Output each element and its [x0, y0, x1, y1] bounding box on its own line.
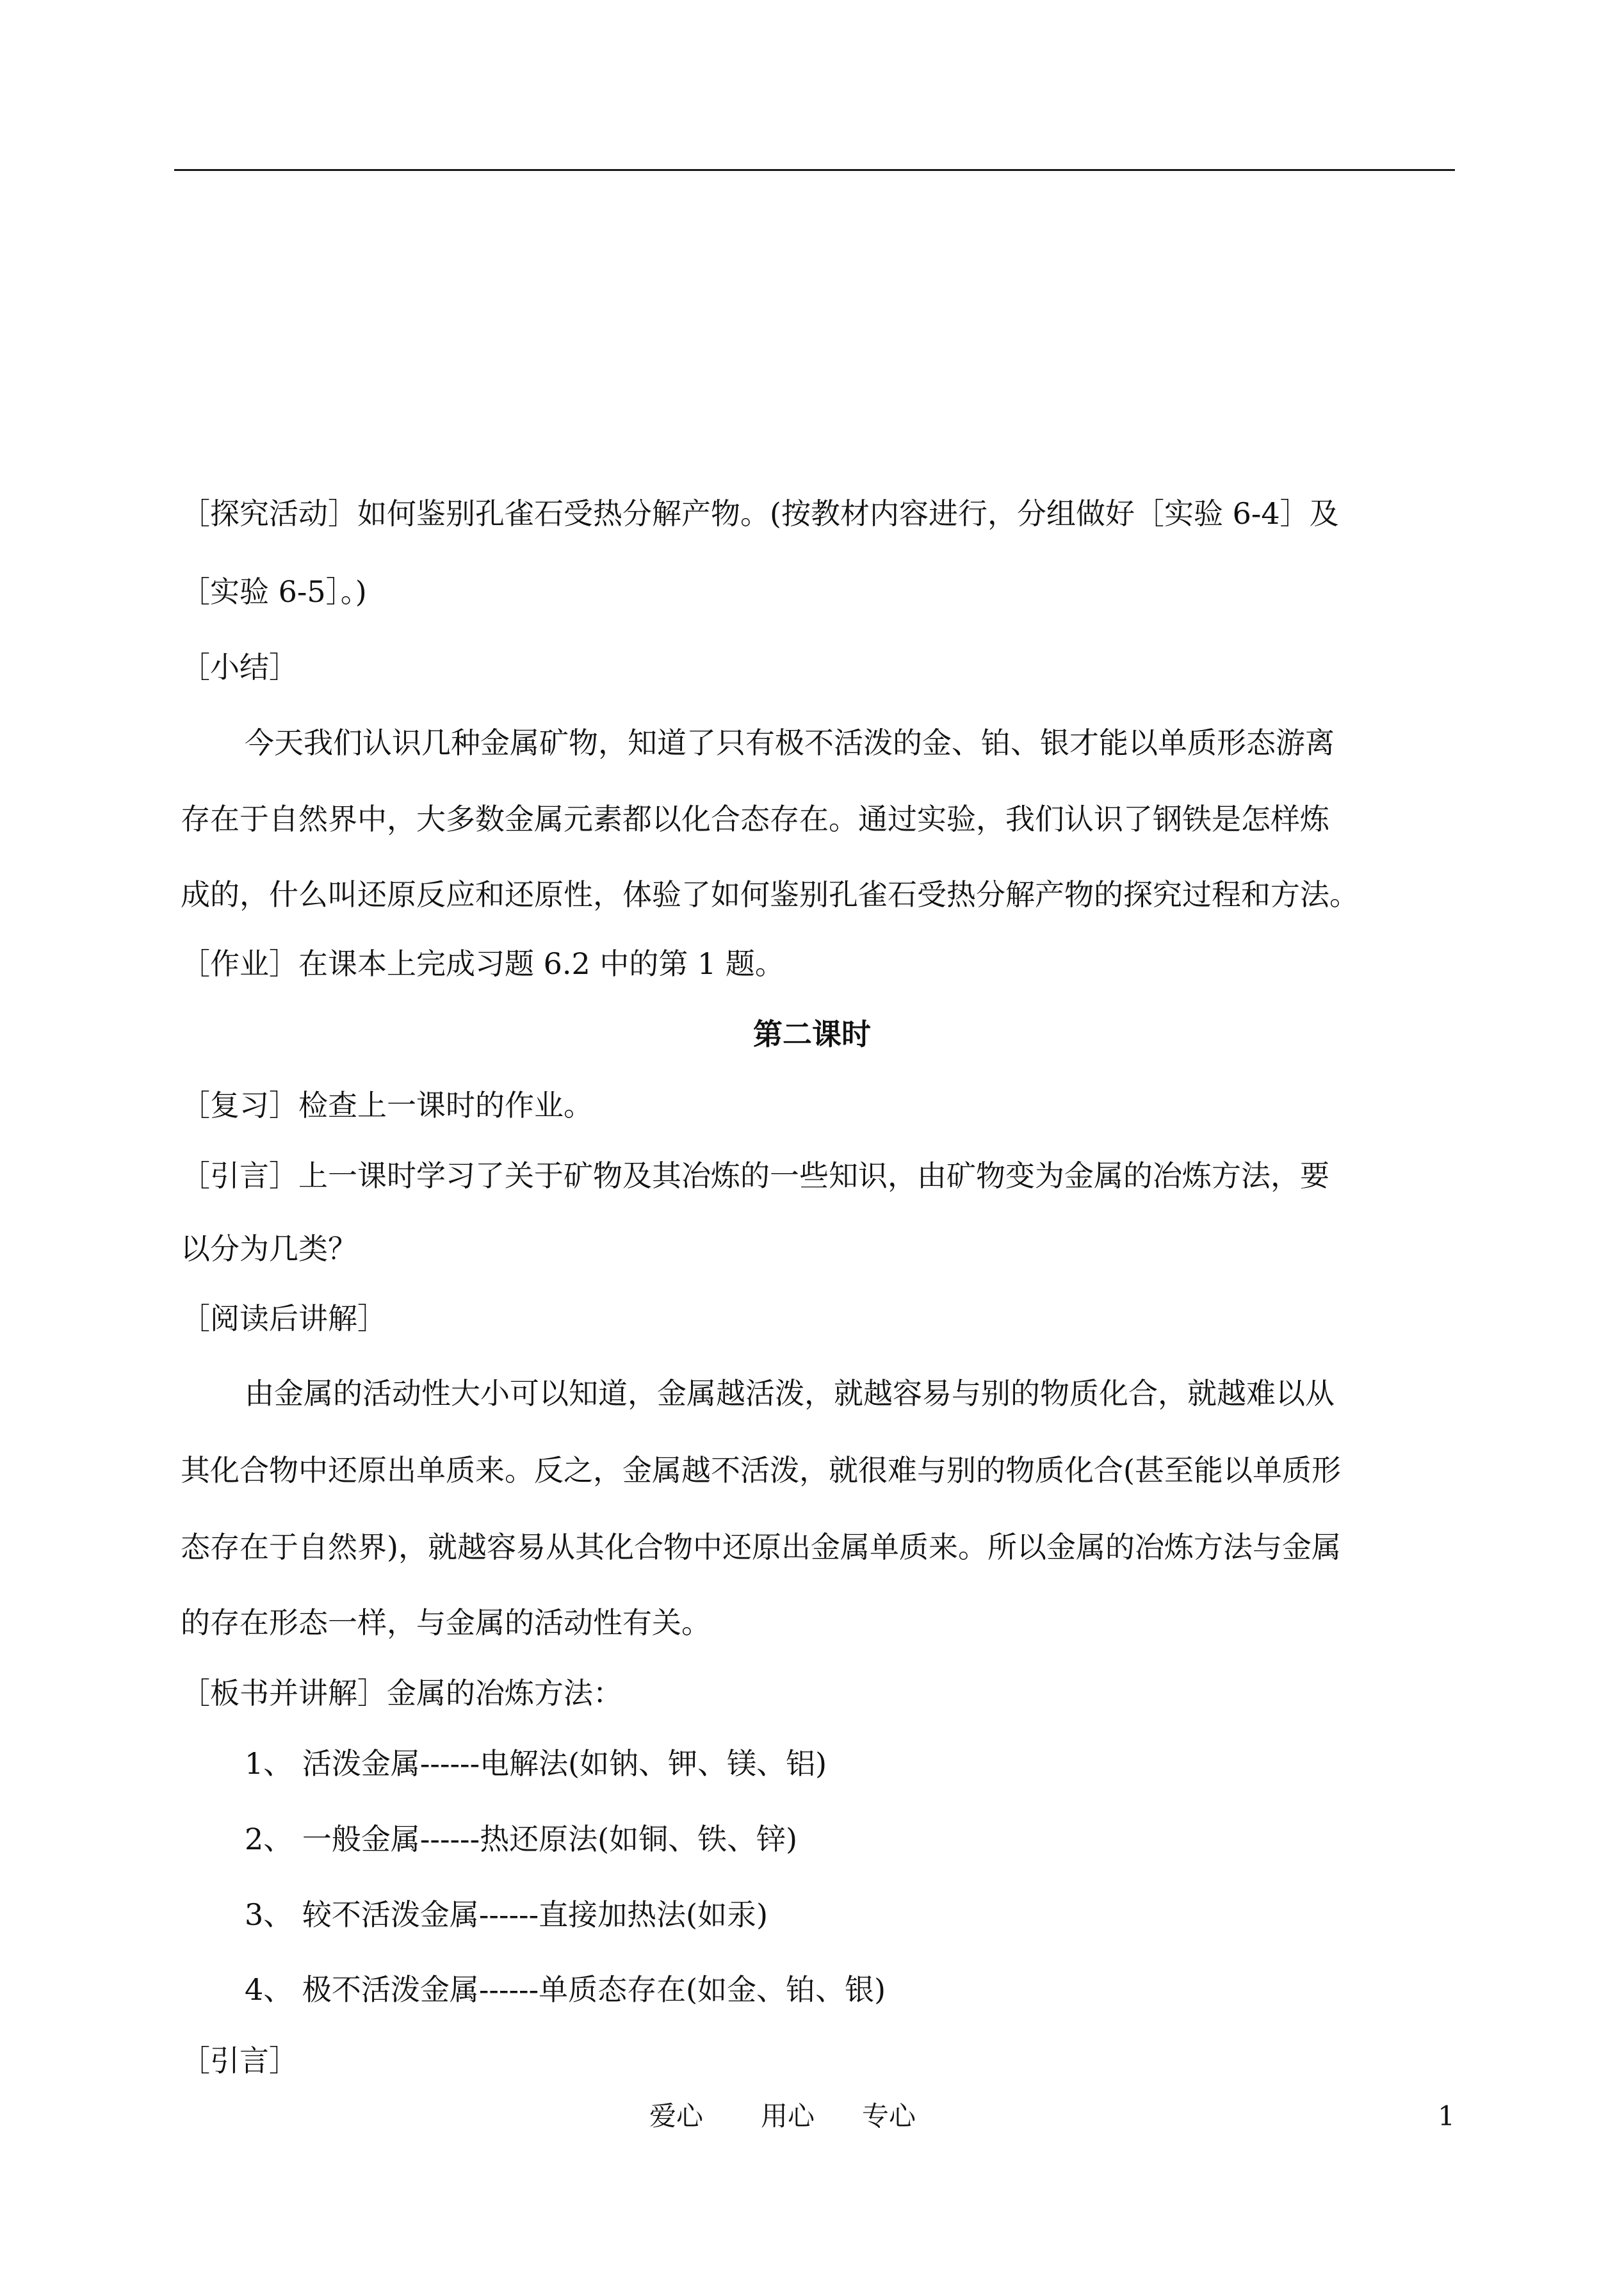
page-number: 1	[1438, 2100, 1455, 2132]
explanation-line-4: 的存在形态一样，与金属的活动性有关。	[181, 1605, 711, 1640]
introduction-line-2: 以分为几类？	[181, 1231, 357, 1266]
blackboard-heading: ［板书并讲解］金属的冶炼方法：	[181, 1676, 622, 1710]
footer-motto-focus: 专心	[862, 2100, 916, 2132]
footer-motto-diligence: 用心	[761, 2100, 815, 2132]
method-list-item-1: 1、 活泼金属------电解法(如钠、钾、镁、铝)	[245, 1746, 827, 1781]
method-list-item-4: 4、 极不活泼金属------单质态存在(如金、铂、银)	[245, 1972, 886, 2007]
inquiry-activity-line-1: ［探究活动］如何鉴别孔雀石受热分解产物。(按教材内容进行，分组做好［实验 6-4］及	[181, 496, 1339, 531]
homework-line: ［作业］在课本上完成习题 6.2 中的第 1 题。	[181, 946, 784, 981]
review-line: ［复习］检查上一课时的作业。	[181, 1088, 593, 1123]
introduction-heading-2: ［引言］	[181, 2043, 298, 2078]
header-rule	[174, 169, 1455, 171]
summary-paragraph-line-2: 存在于自然界中，大多数金属元素都以化合态存在。通过实验，我们认识了钢铁是怎样炼	[181, 802, 1329, 836]
explanation-line-2: 其化合物中还原出单质来。反之，金属越不活泼，就很难与别的物质化合(甚至能以单质形	[181, 1453, 1341, 1488]
introduction-line-1: ［引言］上一课时学习了关于矿物及其冶炼的一些知识，由矿物变为金属的冶炼方法，要	[181, 1158, 1329, 1193]
summary-paragraph-line-3: 成的，什么叫还原反应和还原性，体验了如何鉴别孔雀石受热分解产物的探究过程和方法。	[181, 877, 1359, 912]
inquiry-activity-line-2: ［实验 6-5］。)	[181, 574, 367, 609]
summary-heading: ［小结］	[181, 650, 298, 685]
explanation-line-1: 由金属的活动性大小可以知道，金属越活泼，就越容易与别的物质化合，就越难以从	[245, 1376, 1335, 1411]
method-list-item-3: 3、 较不活泼金属------直接加热法(如汞)	[245, 1897, 768, 1932]
explanation-line-3: 态存在于自然界)，就越容易从其化合物中还原出金属单质来。所以金属的冶炼方法与金属	[181, 1530, 1341, 1564]
footer-motto-love: 爱心	[649, 2100, 704, 2132]
method-list-item-2: 2、 一般金属------热还原法(如铜、铁、锌)	[245, 1822, 798, 1856]
reading-heading: ［阅读后讲解］	[181, 1301, 387, 1336]
section-title: 第二课时	[753, 1017, 871, 1051]
summary-paragraph-line-1: 今天我们认识几种金属矿物，知道了只有极不活泼的金、铂、银才能以单质形态游离	[245, 726, 1335, 760]
